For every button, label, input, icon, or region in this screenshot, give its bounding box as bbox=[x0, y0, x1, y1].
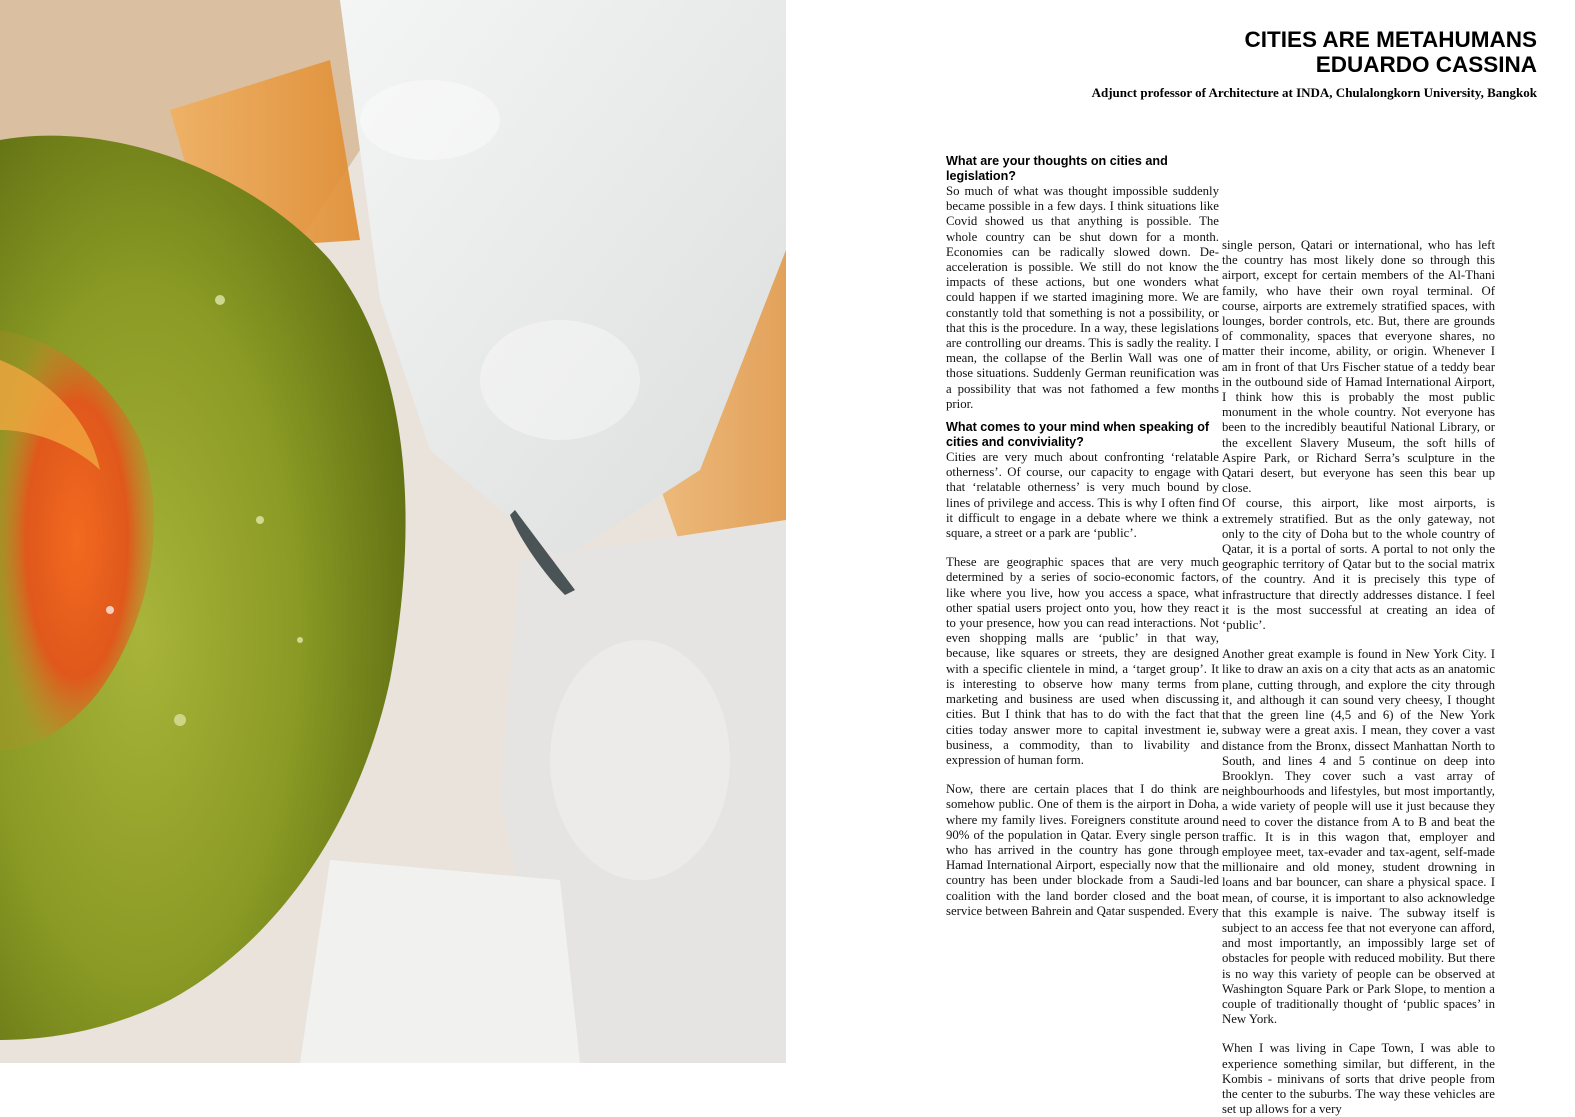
answer-paragraph: Cities are very much about confronting ‘relatable otherness’. Of course, our capacity to engage with that ‘relatable otherness’ is very much bound by lines of privilege and access. This is why I often find it difficult to engage in a debate where we think a square, a street or a park are ‘public’. bbox=[946, 450, 1219, 541]
text-column-2 bbox=[1222, 238, 1495, 1117]
body-paragraph: Now, there are certain places that I do think are somehow public. One of them is the airport in Doha, where my family lives. Foreigners constitute around 90% of the population in Qatar. Every single person who has arrived in the country has gone through Hamad International Airport, especially now that the country has been under blockade from a Saudi-led coalition with the land border closed and the boat service between Bahrein and Qatar suspended. Every bbox=[946, 782, 1219, 918]
title-line-1: CITIES ARE METAHUMANS bbox=[1244, 27, 1537, 52]
body-paragraph: These are geographic spaces that are very much determined by a series of socio-economic factors, like where you live, how you access a space, what other spatial users project onto you, how they react to your presence, how you can read interactions. Not even shopping malls are ‘public’ in that way, because, like squares or streets, they are designed with a specific clientele in mind, a ‘target group’. It is interesting to observe how many terms from marketing and business are used when discussing cities. But I think that has to do with the fact that cities today answer more to capital investment ie, business, a commodity, than to livability and expression of human form. bbox=[946, 555, 1219, 767]
article-title bbox=[1245, 27, 1538, 77]
body-paragraph: single person, Qatari or international, who has left the country has most likely done so through this airport, except for certain members of the Al-Thani family, who have their own royal terminal. Of course, airports are extremely stratified spaces, with lounges, border controls, etc. But, there are grounds of commonality, spaces that everyone shares, no matter their income, ability, or origin. Whenever I am in front of that Urs Fischer statue of a teddy bear in the outbound side of Hamad International Airport, I think how this is probably the most public monument in the whole country. Not everyone has been to the incredibly beautiful National Library, or the excellent Slavery Museum, the soft hills of Aspire Park, or Richard Serra’s sculpture in the Qatari desert, but everyone has seen this bear up close. bbox=[1222, 238, 1495, 496]
question-heading: What are your thoughts on cities and legislation? bbox=[946, 154, 1168, 183]
ice-fruit-photo bbox=[0, 0, 786, 1063]
text-column-1 bbox=[946, 154, 1219, 919]
body-paragraph: Of course, this airport, like most airports, is extremely stratified. But as the only gateway, not only to the city of Doha but to the whole country of Qatar, it is a portal of sorts. A portal to not only the geographic territory of Qatar but to the social matrix of the country. And it is precisely this type of infrastructure that directly addresses distance. I feel it is the most successful at creating an idea of ‘public’. bbox=[1222, 496, 1495, 633]
body-paragraph: Another great example is found in New York City. I like to draw an axis on a city that acts as an anatomic plane, cutting through, and explore the city through it, and although it can sound very cheesy, I thought that the green line (4,5 and 6) of the New York subway were a great axis. I mean, they cover a vast distance from the Bronx, dissect Manhattan North to South, and lines 4 and 5 continue on deep into Brooklyn. They cover such a vast array of neighbourhoods and lifestyles, but most importantly, a wide variety of people will use it just because they need to cover the distance from A to B and beat the traffic. It is in this wagon that, employer and employee meet, tax-evader and tax-agent, self-made millionaire and old money, student drowning in loans and bar bouncer, can share a physical space. I mean, of course, it is important to also acknowledge that this example is naive. The subway itself is subject to an access fee that not everyone can afford, and most importantly, an impossibly large set of obstacles for people with reduced mobility. But there is no way this variety of people can be observed at Washington Square Park or Park Slope, to mention a couple of traditionally thought of ‘public spaces’ in New York. bbox=[1222, 647, 1495, 1027]
question-heading: What comes to your mind when speaking of cities and conviviality? bbox=[946, 420, 1210, 450]
body-paragraph: When I was living in Cape Town, I was able to experience something similar, but different, in the Kombis - minivans of sorts that drive people from the center to the suburbs. The way these vehicles are set up allows for a very bbox=[1222, 1041, 1495, 1117]
photo-illustration bbox=[0, 0, 786, 1063]
author-affiliation: Adjunct professor of Architecture at INDA, Chulalongkorn University, Bangkok bbox=[1091, 85, 1537, 100]
author-name: EDUARDO CASSINA bbox=[1315, 52, 1537, 77]
answer-paragraph: So much of what was thought impossible suddenly became possible in a few days. I think situations like Covid showed us that anything is possible. The whole country can be shut down for a month. Economies can be radically slowed down. De-acceleration is possible. We still do not know the impacts of these actions, but one wonders what could happen if we started imagining more. We are constantly told that something is not a possibility, or that this is the procedure. In a way, these legislations are controlling our dreams. This is sadly the reality. I mean, the collapse of the Berlin Wall was one of those situations. Suddenly German reunification was a possibility that was not fathomed a few months prior. bbox=[946, 184, 1219, 411]
